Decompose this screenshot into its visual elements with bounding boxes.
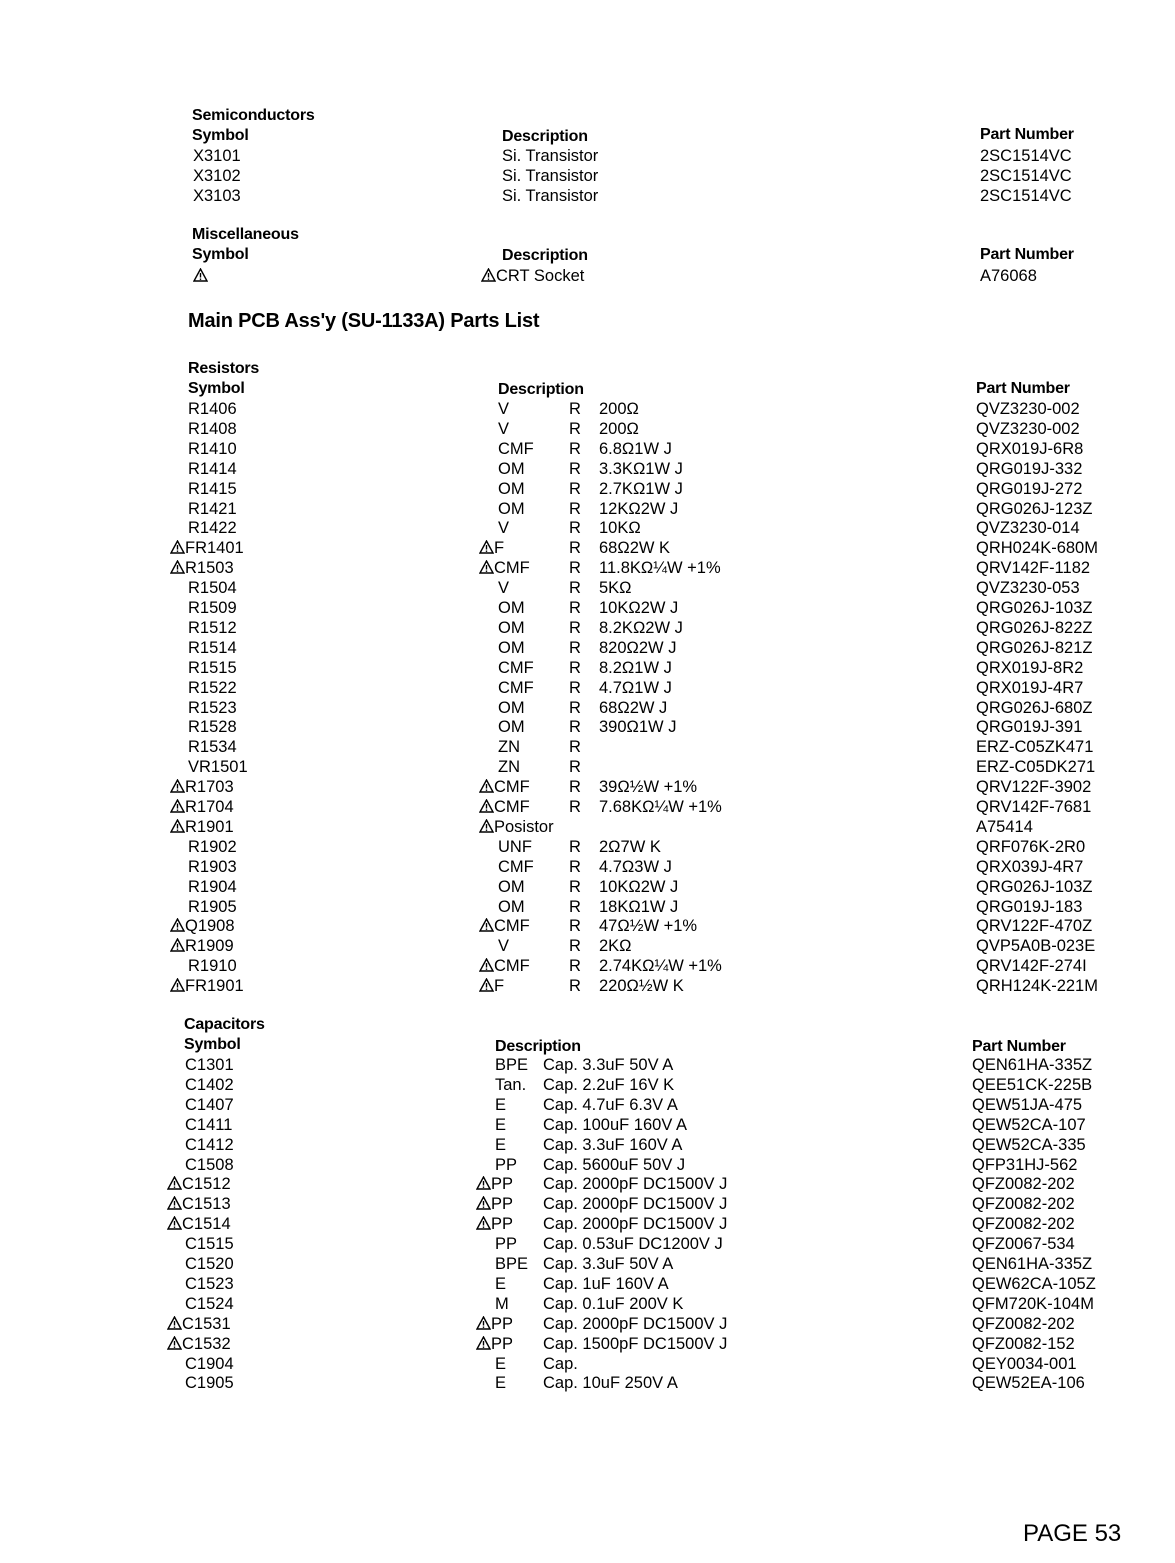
capacitor-part-number: QFP31HJ-562	[972, 1156, 1078, 1174]
warning-triangle-icon	[170, 540, 185, 554]
resistor-part-number: QRF076K-2R0	[976, 838, 1086, 856]
resistor-symbol: R1408	[188, 420, 237, 438]
resistor-part-number: QRG026J-821Z	[976, 639, 1093, 657]
resistor-part-number: QRG019J-332	[976, 460, 1083, 478]
warning-triangle-icon	[481, 268, 496, 282]
resistor-type: OM	[498, 878, 525, 896]
capacitor-part-number: QFZ0067-534	[972, 1235, 1075, 1253]
capacitor-symbol: C1524	[185, 1295, 234, 1313]
resistor-part-number: A75414	[976, 818, 1033, 836]
misc-part-number: A76068	[980, 267, 1037, 285]
resistor-type: CMF	[479, 956, 530, 976]
resistors-description-header: Description	[498, 381, 584, 398]
capacitor-type: E	[495, 1355, 507, 1373]
resistor-symbol: R1534	[188, 738, 237, 756]
capacitor-value: Cap. 2000pF DC1500V J	[543, 1215, 728, 1233]
resistor-value: 820Ω2W J	[599, 639, 677, 657]
capacitor-value: Cap. 3.3uF 50V A	[543, 1255, 674, 1273]
capacitor-symbol: C1904	[185, 1355, 234, 1373]
semiconductor-symbol: X3103	[193, 187, 241, 205]
resistor-value: 39Ω½W +1%	[599, 778, 698, 796]
semiconductors-heading: Semiconductors	[192, 107, 315, 124]
resistor-value: 2.7KΩ1W J	[599, 480, 683, 498]
capacitor-type: PP	[476, 1214, 513, 1234]
resistor-value: 10KΩ	[599, 519, 641, 537]
page-title: Main PCB Ass'y (SU-1133A) Parts List	[188, 310, 540, 332]
capacitor-value: Cap. 1500pF DC1500V J	[543, 1335, 728, 1353]
capacitor-type: PP	[495, 1235, 518, 1253]
capacitor-type: Tan.	[495, 1076, 527, 1094]
resistor-type: F	[479, 538, 504, 558]
capacitor-type: BPE	[495, 1056, 529, 1074]
resistor-code: R	[569, 917, 581, 935]
warning-triangle-icon	[479, 978, 494, 992]
resistor-type: OM	[498, 500, 525, 518]
resistor-part-number: QRV142F-7681	[976, 798, 1092, 816]
capacitor-symbol: C1412	[185, 1136, 234, 1154]
resistor-part-number: QRV122F-470Z	[976, 917, 1093, 935]
resistor-part-number: QRG026J-103Z	[976, 878, 1093, 896]
resistor-type: CMF	[498, 659, 534, 677]
resistor-type: OM	[498, 718, 525, 736]
warning-triangle-icon	[170, 799, 185, 813]
resistor-value: 2KΩ	[599, 937, 632, 955]
resistor-code: R	[569, 798, 581, 816]
warning-triangle-icon	[476, 1316, 491, 1330]
capacitor-value: Cap. 4.7uF 6.3V A	[543, 1096, 678, 1114]
capacitor-symbol: C1512	[167, 1174, 231, 1194]
resistor-value: 7.68KΩ¼W +1%	[599, 798, 722, 816]
resistor-symbol: R1523	[188, 699, 237, 717]
misc-description: CRT Socket	[481, 266, 584, 286]
resistor-part-number: QRV142F-274I	[976, 957, 1087, 975]
warning-triangle-icon	[479, 918, 494, 932]
capacitor-symbol: C1523	[185, 1275, 234, 1293]
capacitor-value: Cap. 0.53uF DC1200V J	[543, 1235, 723, 1253]
resistor-part-number: QRG026J-680Z	[976, 699, 1093, 717]
resistor-type: Posistor	[479, 817, 554, 837]
resistor-value: 200Ω	[599, 400, 639, 418]
resistor-value: 18KΩ1W J	[599, 898, 679, 916]
semiconductor-part-number: 2SC1514VC	[980, 147, 1072, 165]
warning-triangle-icon	[479, 799, 494, 813]
resistor-value: 390Ω1W J	[599, 718, 677, 736]
resistor-code: R	[569, 898, 581, 916]
capacitor-type: E	[495, 1116, 507, 1134]
capacitor-type: BPE	[495, 1255, 529, 1273]
capacitor-symbol: C1532	[167, 1334, 231, 1354]
resistor-symbol: R1522	[188, 679, 237, 697]
page-number: PAGE 53	[1023, 1520, 1122, 1547]
resistor-code: R	[569, 639, 581, 657]
resistor-part-number: QRX019J-4R7	[976, 679, 1084, 697]
warning-triangle-icon	[167, 1176, 182, 1190]
resistor-type: V	[498, 519, 510, 537]
capacitor-part-number: QFZ0082-202	[972, 1195, 1075, 1213]
semiconductor-part-number: 2SC1514VC	[980, 187, 1072, 205]
semiconductor-description: Si. Transistor	[502, 187, 599, 205]
miscellaneous-symbol-header: Symbol	[192, 246, 249, 263]
resistor-part-number: QRX019J-8R2	[976, 659, 1084, 677]
capacitors-symbol-header: Symbol	[184, 1036, 241, 1053]
warning-triangle-icon	[479, 540, 494, 554]
warning-triangle-icon	[167, 1196, 182, 1210]
capacitor-value: Cap. 2.2uF 16V K	[543, 1076, 675, 1094]
resistors-heading: Resistors	[188, 360, 260, 377]
capacitors-part-header: Part Number	[972, 1038, 1066, 1055]
resistor-code: R	[569, 838, 581, 856]
warning-triangle-icon	[479, 958, 494, 972]
resistor-value: 2Ω7W K	[599, 838, 661, 856]
resistor-value: 220Ω½W K	[599, 977, 684, 995]
capacitor-symbol: C1508	[185, 1156, 234, 1174]
semiconductors-part-header: Part Number	[980, 126, 1074, 143]
capacitor-symbol: C1301	[185, 1056, 234, 1074]
miscellaneous-heading: Miscellaneous	[192, 226, 299, 243]
resistors-symbol-header: Symbol	[188, 380, 245, 397]
resistor-value: 68Ω2W K	[599, 539, 671, 557]
capacitor-type: E	[495, 1096, 507, 1114]
resistor-code: R	[569, 400, 581, 418]
resistor-part-number: QRH024K-680M	[976, 539, 1098, 557]
resistor-part-number: QRV122F-3902	[976, 778, 1092, 796]
capacitor-part-number: QFZ0082-202	[972, 1175, 1075, 1193]
resistor-type: OM	[498, 619, 525, 637]
resistor-type: F	[479, 976, 504, 996]
resistor-code: R	[569, 699, 581, 717]
resistor-part-number: QRX019J-6R8	[976, 440, 1084, 458]
resistor-type: OM	[498, 898, 525, 916]
miscellaneous-part-header: Part Number	[980, 246, 1074, 263]
resistor-symbol: R1512	[188, 619, 237, 637]
resistor-code: R	[569, 659, 581, 677]
resistor-symbol: R1509	[188, 599, 237, 617]
resistor-value: 6.8Ω1W J	[599, 440, 672, 458]
warning-triangle-icon	[476, 1196, 491, 1210]
resistor-code: R	[569, 420, 581, 438]
capacitor-type: PP	[495, 1156, 518, 1174]
resistor-value: 10KΩ2W J	[599, 878, 679, 896]
capacitor-type: PP	[476, 1334, 513, 1354]
capacitor-symbol: C1513	[167, 1194, 231, 1214]
capacitor-part-number: QEN61HA-335Z	[972, 1255, 1093, 1273]
capacitor-symbol: C1905	[185, 1374, 234, 1392]
capacitor-value: Cap. 3.3uF 50V A	[543, 1056, 674, 1074]
resistor-code: R	[569, 460, 581, 478]
resistor-symbol: R1410	[188, 440, 237, 458]
resistor-type: V	[498, 400, 510, 418]
resistor-symbol: R1515	[188, 659, 237, 677]
resistor-part-number: QRG019J-391	[976, 718, 1083, 736]
resistor-code: R	[569, 599, 581, 617]
warning-triangle-icon	[479, 779, 494, 793]
semiconductor-symbol: X3102	[193, 167, 241, 185]
resistor-part-number: QVZ3230-002	[976, 400, 1080, 418]
resistor-type: CMF	[479, 777, 530, 797]
resistor-value: 12KΩ2W J	[599, 500, 679, 518]
semiconductors-symbol-header: Symbol	[192, 127, 249, 144]
resistor-symbol: R1909	[170, 936, 234, 956]
capacitor-part-number: QEE51CK-225B	[972, 1076, 1093, 1094]
resistor-value: 5KΩ	[599, 579, 632, 597]
resistor-value: 47Ω½W +1%	[599, 917, 698, 935]
resistor-symbol: FR1901	[170, 976, 244, 996]
resistor-type: OM	[498, 599, 525, 617]
capacitor-symbol: C1515	[185, 1235, 234, 1253]
resistor-value: 200Ω	[599, 420, 639, 438]
capacitor-part-number: QEY0034-001	[972, 1355, 1077, 1373]
resistor-type: V	[498, 937, 510, 955]
resistor-type: CMF	[498, 679, 534, 697]
capacitor-value: Cap. 100uF 160V A	[543, 1116, 688, 1134]
semiconductor-description: Si. Transistor	[502, 147, 599, 165]
resistor-part-number: QRG026J-822Z	[976, 619, 1093, 637]
resistor-symbol: R1414	[188, 460, 237, 478]
capacitor-part-number: QEW51JA-475	[972, 1096, 1083, 1114]
resistor-symbol: R1902	[188, 838, 237, 856]
warning-triangle-icon	[170, 978, 185, 992]
semiconductor-description: Si. Transistor	[502, 167, 599, 185]
resistor-type: ZN	[498, 738, 520, 756]
resistor-code: R	[569, 977, 581, 995]
resistor-type: OM	[498, 639, 525, 657]
warning-triangle-icon	[476, 1216, 491, 1230]
resistor-code: R	[569, 559, 581, 577]
capacitor-part-number: QEN61HA-335Z	[972, 1056, 1093, 1074]
warning-triangle-icon	[479, 819, 494, 833]
resistor-type: CMF	[479, 797, 530, 817]
resistor-code: R	[569, 718, 581, 736]
resistor-type: OM	[498, 480, 525, 498]
resistor-code: R	[569, 957, 581, 975]
resistor-code: R	[569, 758, 581, 776]
resistor-symbol: R1910	[188, 957, 237, 975]
resistor-value: 3.3KΩ1W J	[599, 460, 683, 478]
resistor-code: R	[569, 858, 581, 876]
capacitor-value: Cap. 10uF 250V A	[543, 1374, 678, 1392]
resistor-code: R	[569, 519, 581, 537]
miscellaneous-description-header: Description	[502, 247, 588, 264]
warning-triangle-icon	[167, 1216, 182, 1230]
capacitor-type: PP	[476, 1314, 513, 1334]
resistor-type: ZN	[498, 758, 520, 776]
resistors-part-header: Part Number	[976, 380, 1070, 397]
resistor-part-number: QVZ3230-053	[976, 579, 1080, 597]
capacitor-value: Cap. 0.1uF 200V K	[543, 1295, 684, 1313]
resistor-part-number: QVP5A0B-023E	[976, 937, 1096, 955]
capacitor-type: E	[495, 1136, 507, 1154]
resistor-code: R	[569, 619, 581, 637]
resistor-value: 4.7Ω3W J	[599, 858, 672, 876]
resistor-symbol: R1704	[170, 797, 234, 817]
capacitor-type: M	[495, 1295, 509, 1313]
capacitor-value: Cap. 1uF 160V A	[543, 1275, 669, 1293]
resistor-part-number: QRG026J-103Z	[976, 599, 1093, 617]
resistor-symbol: R1504	[188, 579, 237, 597]
resistor-symbol: FR1401	[170, 538, 244, 558]
capacitor-type: E	[495, 1275, 507, 1293]
resistor-symbol: Q1908	[170, 916, 235, 936]
capacitor-part-number: QFM720K-104M	[972, 1295, 1094, 1313]
capacitor-part-number: QEW52CA-107	[972, 1116, 1086, 1134]
capacitor-value: Cap. 2000pF DC1500V J	[543, 1175, 728, 1193]
capacitor-symbol: C1411	[185, 1116, 233, 1134]
warning-triangle-icon	[479, 560, 494, 574]
resistor-code: R	[569, 679, 581, 697]
resistor-part-number: ERZ-C05ZK471	[976, 738, 1094, 756]
resistor-type: UNF	[498, 838, 532, 856]
capacitor-type: E	[495, 1374, 507, 1392]
resistor-type: CMF	[498, 440, 534, 458]
resistor-code: R	[569, 440, 581, 458]
capacitor-symbol: C1402	[185, 1076, 234, 1094]
capacitor-value: Cap. 2000pF DC1500V J	[543, 1195, 728, 1213]
resistor-type: V	[498, 579, 510, 597]
resistor-code: R	[569, 878, 581, 896]
resistor-type: OM	[498, 460, 525, 478]
warning-triangle-icon	[167, 1316, 182, 1330]
resistor-code: R	[569, 937, 581, 955]
resistor-part-number: QRG026J-123Z	[976, 500, 1093, 518]
capacitor-part-number: QEW52EA-106	[972, 1374, 1085, 1392]
resistor-value: 8.2Ω1W J	[599, 659, 672, 677]
resistor-symbol: R1703	[170, 777, 234, 797]
semiconductor-symbol: X3101	[193, 147, 241, 165]
resistor-symbol: R1905	[188, 898, 237, 916]
capacitor-value: Cap.	[543, 1355, 578, 1373]
resistor-part-number: QRX039J-4R7	[976, 858, 1084, 876]
resistor-code: R	[569, 480, 581, 498]
capacitor-type: PP	[476, 1194, 513, 1214]
resistor-symbol: R1503	[170, 558, 234, 578]
semiconductors-description-header: Description	[502, 128, 588, 145]
resistor-part-number: QRG019J-272	[976, 480, 1083, 498]
capacitor-symbol: C1514	[167, 1214, 231, 1234]
warning-triangle-icon	[476, 1176, 491, 1190]
capacitor-part-number: QEW52CA-335	[972, 1136, 1086, 1154]
resistor-code: R	[569, 579, 581, 597]
capacitor-value: Cap. 3.3uF 160V A	[543, 1136, 683, 1154]
warning-triangle-icon	[170, 938, 185, 952]
resistor-symbol: R1901	[170, 817, 234, 837]
capacitor-symbol: C1407	[185, 1096, 234, 1114]
resistor-code: R	[569, 778, 581, 796]
resistor-symbol: R1421	[188, 500, 237, 518]
capacitors-description-header: Description	[495, 1038, 581, 1055]
capacitor-part-number: QEW62CA-105Z	[972, 1275, 1096, 1293]
semiconductor-part-number: 2SC1514VC	[980, 167, 1072, 185]
resistor-symbol: R1903	[188, 858, 237, 876]
resistor-part-number: QVZ3230-002	[976, 420, 1080, 438]
resistor-symbol: R1422	[188, 519, 237, 537]
resistor-symbol: VR1501	[188, 758, 248, 776]
resistor-value: 8.2KΩ2W J	[599, 619, 683, 637]
resistor-value: 2.74KΩ¼W +1%	[599, 957, 722, 975]
resistor-part-number: QRH124K-221M	[976, 977, 1098, 995]
warning-triangle-icon	[167, 1336, 182, 1350]
resistor-symbol: R1415	[188, 480, 237, 498]
resistor-type: CMF	[479, 558, 530, 578]
warning-triangle-icon	[170, 819, 185, 833]
warning-triangle-icon	[170, 918, 185, 932]
resistor-value: 11.8KΩ¼W +1%	[599, 559, 721, 577]
resistor-symbol: R1904	[188, 878, 237, 896]
warning-triangle-icon	[476, 1336, 491, 1350]
resistor-value: 68Ω2W J	[599, 699, 668, 717]
resistor-part-number: QVZ3230-014	[976, 519, 1080, 537]
capacitor-value: Cap. 5600uF 50V J	[543, 1156, 686, 1174]
capacitor-symbol: C1531	[167, 1314, 231, 1334]
capacitors-heading: Capacitors	[184, 1016, 265, 1033]
resistor-type: CMF	[479, 916, 530, 936]
resistor-value: 4.7Ω1W J	[599, 679, 672, 697]
resistor-symbol: R1514	[188, 639, 237, 657]
resistor-symbol: R1528	[188, 718, 237, 736]
resistor-code: R	[569, 539, 581, 557]
resistor-type: V	[498, 420, 510, 438]
warning-triangle-icon	[170, 560, 185, 574]
capacitor-part-number: QFZ0082-202	[972, 1315, 1075, 1333]
misc-symbol	[193, 266, 208, 286]
resistor-type: CMF	[498, 858, 534, 876]
resistor-code: R	[569, 500, 581, 518]
resistor-value: 10KΩ2W J	[599, 599, 679, 617]
warning-triangle-icon	[193, 268, 208, 282]
capacitor-value: Cap. 2000pF DC1500V J	[543, 1315, 728, 1333]
capacitor-type: PP	[476, 1174, 513, 1194]
resistor-part-number: ERZ-C05DK271	[976, 758, 1096, 776]
resistor-code: R	[569, 738, 581, 756]
resistor-part-number: QRV142F-1182	[976, 559, 1091, 577]
warning-triangle-icon	[170, 779, 185, 793]
capacitor-part-number: QFZ0082-202	[972, 1215, 1075, 1233]
resistor-type: OM	[498, 699, 525, 717]
capacitor-symbol: C1520	[185, 1255, 234, 1273]
capacitor-part-number: QFZ0082-152	[972, 1335, 1075, 1353]
resistor-part-number: QRG019J-183	[976, 898, 1083, 916]
resistor-symbol: R1406	[188, 400, 237, 418]
